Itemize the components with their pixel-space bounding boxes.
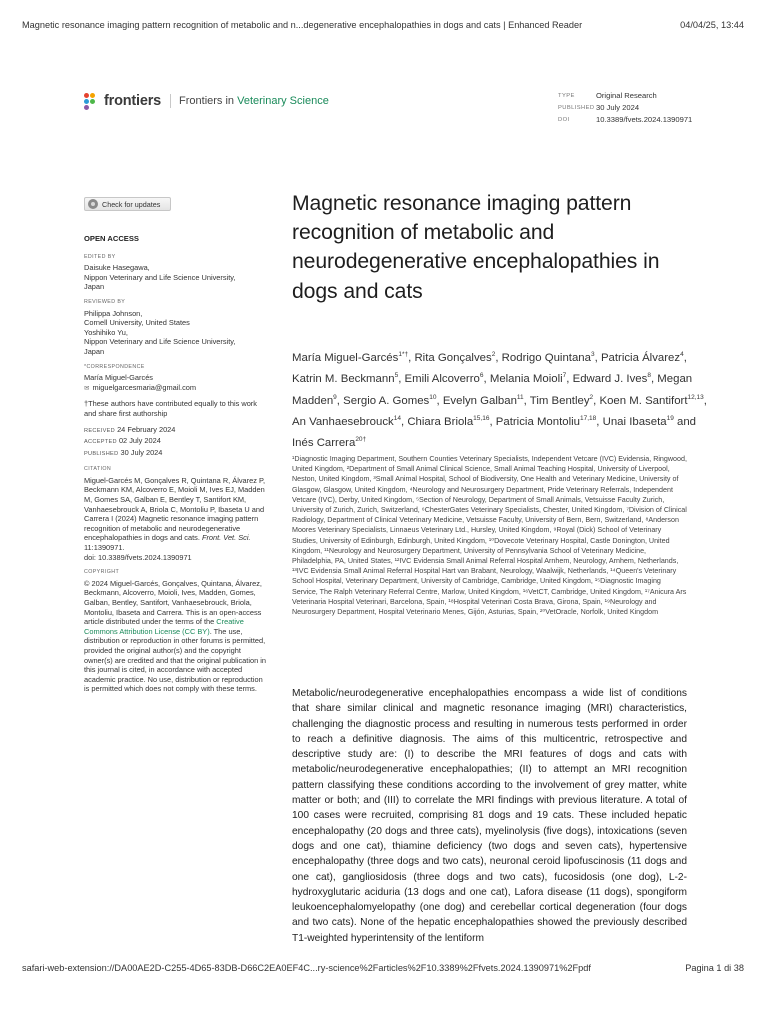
- abstract: Metabolic/neurodegenerative encephalopathies encompass a wide list of conditions that share similar clinical and magnetic resonance imaging (MRI) characteristics, challenging the diagnostic process and resulting in numerous tests performed in order to reach a definitive diagnosis. The aims of this multicentric, retrospective and descriptive study are: (I) to describe the MRI features of dogs and cats with metabolic/neurodegenerative encephalopathies; (II) to attempt an MRI recognition pattern classifying these conditions according to the involvement of grey matter, white matter or both; and (III) to correlate the MRI findings with previous literature. A total of 100 cases were recruited, comprising 81 dogs and 19 cats. These included hepatic encephalopathy (20 dogs and three cats), myelinolysis (five dogs), intoxications (seven dogs and one cat), thiamine deficiency (two dogs and seven cats), hypertensive encephalopathy (three dogs and two cats), neuronal ceroid lipofuscinosis (11 dogs and one cat), gangliosidosis (three dogs and two cats), fucosidosis (one dog), L-2-hydroxyglutaric aciduria (13 dogs and one cat), Lafora disease (11 dogs), spongiform leukoencephalomyelopathy (one dog) and cerebellar cortical degeneration (four dogs and two cats). None of the hepatic encephalopathies showed the previously described T1-weighted hyperintensity of the lentiform: [292, 688, 687, 944]
- article-type: Original Research: [596, 91, 657, 100]
- author-name: Evelyn Galban$^{11}$: [442, 393, 524, 407]
- brand-divider: [170, 94, 171, 108]
- author-name: Tim Bentley$^2$: [529, 393, 594, 407]
- author-name: Rodrigo Quintana$^3$: [501, 351, 595, 364]
- article-title: Magnetic resonance imaging pattern recognition of metabolic and neurodegenerative encephalopathies in dogs and cats: [292, 192, 660, 303]
- author-name: Patricia Montoliu$^{17,18}$: [495, 415, 597, 428]
- affiliations: ¹Diagnostic Imaging Department, Southern Counties Veterinary Specialists, Independent Vetcare (IVC) Evidensia, Ringwood, United Kingdom, ²Department of Small Animal Clinical Science, Small Animal Teaching Hospital, University of Liverpool, Neston, United Kingdom, ³Small Animal Hospital, School of Biodiversity, One Health and Veterinary Medicine, University of Glasgow, Glasgow, United Kingdom, ⁴Neurology and Neurosurgery Department, Pride Veterinary Referrals, Independent Vetcare (IVC), Derby, United Kingdom, ⁵Section of Neurology, Department of Small Animals, Vetsuisse Faculty Zurich, University of Zurich, Zurich, Switzerland, ⁶ChesterGates Veterinary Specialists, Chester, United Kingdom, ⁷Division of Clinical Radiology, Department of Clinical Veterinary Medicine, Vetsuisse Faculty, University of Bern, Bern, Switzerland, ⁸Anderson Moores Veterinary Specialists, Linnaeus Veterinary Ltd., Hursley, United Kingdom, ⁹Royal (Dick) School of Veterinary Studies, University of Edinburgh, Edinburgh, United Kingdom, ¹⁰Dovecote Veterinary Hospital, Castle Donington, United Kingdom, ¹¹Neurology and Neurosurgery Department, University of Pennsylvania School of Veterinary Medicine, Philadelphia, PA, United States, ¹²IVC Evidensia Small Animal Referral Hospital Arnhem, Neurology, Arnhem, Netherlands, ¹³IVC Evidensia Small Animal Referral Hospital Hart van Brabant, Neurology, Waalwijk, Netherlands, ¹⁴Queen's Veterinary School Hospital, Veterinary Department, University of Cambridge, Cambridge, United Kingdom, ¹⁵Diagnostic Imaging Service, The Ralph Veterinary Referral Centre, Marlow, United Kingdom, ¹⁶VetCT, Cambridge, United Kingdom, ¹⁷Anicura Ars Veterinaria Hospital Veterinari, Barcelona, Spain, ¹⁸Hospital Veterinari Costa Brava, Girona, Spain, ¹⁹Neurology and Neurosurgery Department, Hospital Veterinario Menes, Gijón, Asturias, Spain, ²⁰VetOracle, Norfolk, United Kingdom: [292, 455, 687, 617]
- article-sidebar: OPEN ACCESS EDITED BY Daisuke Hasegawa, Nippon Veterinary and Life Science University, Japan REVIEWED BY Philippa Johnson, Cornell University, United States Yoshihiko Yu, Nippon Veterinary and Life Science University, Japan *CORRESPONDENCE María Miguel-Garcés ✉ miguelgarcesmaria@gmail.com †These authors have contributed equally to this work and share first authorship RECEIVED 24 February 2024 ACCEPTED 02 July 2024 PUBLISHED 30 July 2024 CITATION Miguel-Garcés M, Gonçalves R, Quintana R, Álvarez P, Beckmann KM, Alcoverro E, Moioli M, Ives EJ, Madden M, Gomes SA, Galban E, Bentley T, Santifort KM, Vanhaesebrouck A, Briola C, Montoliu P, Ibaseta U and Carrera I (2024) Magnetic resonance imaging pattern recognition of metabolic and neurodegenerative encephalopathies in dogs and cats. Front. Vet. Sci. 11:1390971. doi: 10.3389/fvets.2024.1390971 COPYRIGHT © 2024 Miguel-Garcés, Gonçalves, Quintana, Álvarez, Beckmann, Alcoverro, Moioli, Ives, Madden, Gomes, Galban, Bentley, Santifort, Vanhaesebrouck, Briola, Montoliu, Ibaseta and Carrera. This is an open-access article distributed under the terms of the Creative Commons Attribution License (CC BY). The use, distribution or reproduction in other forums is permitted, provided the original author(s) and the copyright owner(s) are credited and that the original publication in this journal is cited, in accordance with accepted academic practice. No use, distribution or reproduction is permitted which does not comply with these terms.: [84, 234, 270, 700]
- author-list: María Miguel-Garcés$^{1*\dagger}$, Rita Gonçalves$^2$, Rodrigo Quintana$^3$, Patricia Álvarez$^4$, Katrin M. Beckmann$^5$, Emili Alcoverro$^6$, Melania Moioli$^7$, Edward J. Ives$^8$, Megan Madden$^9$, Sergio A. Gomes$^{10}$, Evelyn Galban$^{11}$, Tim Bentley$^2$, Koen M. Santifort$^{12,13}$, An Vanhaesebrouck$^{14}$, Chiara Briola$^{15,16}$, Patricia Montoliu$^{17,18}$, Unai Ibaseta$^{19}$ and Inés Carrera$^{20\dagger}$: [292, 351, 707, 450]
- citation-text: Miguel-Garcés M, Gonçalves R, Quintana R, Álvarez P, Beckmann KM, Alcoverro E, Moioli M, Ives EJ, Madden M, Gomes SA, Galban E, Bentley T, Santifort KM, Vanhaesebrouck A, Briola C, Montoliu P, Ibaseta U and Carrera I (2024) Magnetic resonance imaging pattern recognition of metabolic and neurodegenerative encephalopathies in dogs and cats. Front. Vet. Sci. 11:1390971. doi: 10.3389/fvets.2024.1390971: [84, 475, 266, 562]
- journal-name: Frontiers in Veterinary Science: [179, 95, 329, 107]
- author-name: Megan Madden$^9$: [292, 373, 693, 407]
- author-name: Katrin M. Beckmann$^5$: [292, 372, 399, 386]
- open-access-label: OPEN ACCESS: [84, 234, 139, 243]
- reviewers-info: Philippa Johnson, Cornell University, United States Yoshihiko Yu, Nippon Veterinary and Life Science University, Japan: [84, 308, 236, 356]
- doi: 10.3389/fvets.2024.1390971: [596, 115, 693, 124]
- published-date: 30 July 2024: [596, 103, 640, 112]
- author-name: Sergio A. Gomes$^{10}$: [343, 393, 437, 407]
- author-name: Melania Moioli$^7$: [489, 372, 567, 386]
- journal-brand[interactable]: [84, 90, 329, 112]
- article-meta: TYPE Original Research PUBLISHED 30 July 2024 DOI 10.3389/fvets.2024.1390971: [558, 91, 693, 124]
- author-name: Patricia Álvarez$^4$: [600, 351, 684, 364]
- author-name: Koen M. Santifort$^{12,13}$: [599, 393, 704, 407]
- dates-block: RECEIVED 24 February 2024 ACCEPTED 02 July 2024 PUBLISHED 30 July 2024: [84, 424, 176, 457]
- author-name: Inés Carrera$^{20\dagger}$: [292, 436, 367, 450]
- frontiers-logo-icon: [84, 93, 100, 109]
- browser-tab-title: Magnetic resonance imaging pattern recognition of metabolic and n...degenerative encephalopathies in dogs and cats | Enhanced Reader: [22, 20, 583, 30]
- correspondence-name: María Miguel-Garcés: [84, 373, 153, 383]
- page-url: safari-web-extension://DA00AE2D-C255-4D65-83DB-D66C2EA0EF4C...ry-science%2Farticles%2F10.3389%2Ffvets.2024.1390971%2Fpdf: [22, 963, 591, 973]
- check-for-updates-button[interactable]: Check for updates: [84, 197, 171, 211]
- page-indicator: Pagina 1 di 38: [685, 963, 744, 973]
- author-name: Chiara Briola$^{15,16}$: [407, 415, 490, 428]
- author-name: Rita Gonçalves$^2$: [414, 351, 496, 364]
- brand-name: frontiers: [104, 93, 162, 109]
- editor-info: Daisuke Hasegawa, Nippon Veterinary and Life Science University, Japan: [84, 263, 236, 292]
- author-name: Unai Ibaseta$^{19}$: [602, 415, 674, 428]
- update-check-icon: [88, 199, 98, 209]
- author-name: Emili Alcoverro$^6$: [404, 372, 484, 386]
- license-link[interactable]: Creative Commons Attribution License (CC BY): [84, 617, 244, 636]
- copyright-text: © 2024 Miguel-Garcés, Gonçalves, Quintana, Álvarez, Beckmann, Alcoverro, Moioli, Ives, Madden, Gomes, Galban, Bentley, Santifort, Vanhaesebrouck, Briola, Montoliu, Ibaseta and Carrera. This is an open-access article distributed under the terms of the Creative Commons Attribution License (CC BY). The use, distribution or reproduction in other forums is permitted, provided the original author(s) and the copyright owner(s) are credited and that the original publication in this journal is cited, in accordance with accepted academic practice. No use, distribution or reproduction is permitted which does not comply with these terms.: [84, 578, 266, 694]
- equal-contribution-note: †These authors have contributed equally to this work and share first authorship: [84, 399, 257, 418]
- author-name: Edward J. Ives$^8$: [572, 372, 651, 386]
- print-timestamp: 04/04/25, 13:44: [680, 20, 744, 30]
- author-name: An Vanhaesebrouck$^{14}$: [292, 415, 401, 428]
- correspondence-email[interactable]: ✉ miguelgarcesmaria@gmail.com: [84, 383, 270, 394]
- author-name: María Miguel-Garcés$^{1*\dagger}$: [292, 351, 409, 364]
